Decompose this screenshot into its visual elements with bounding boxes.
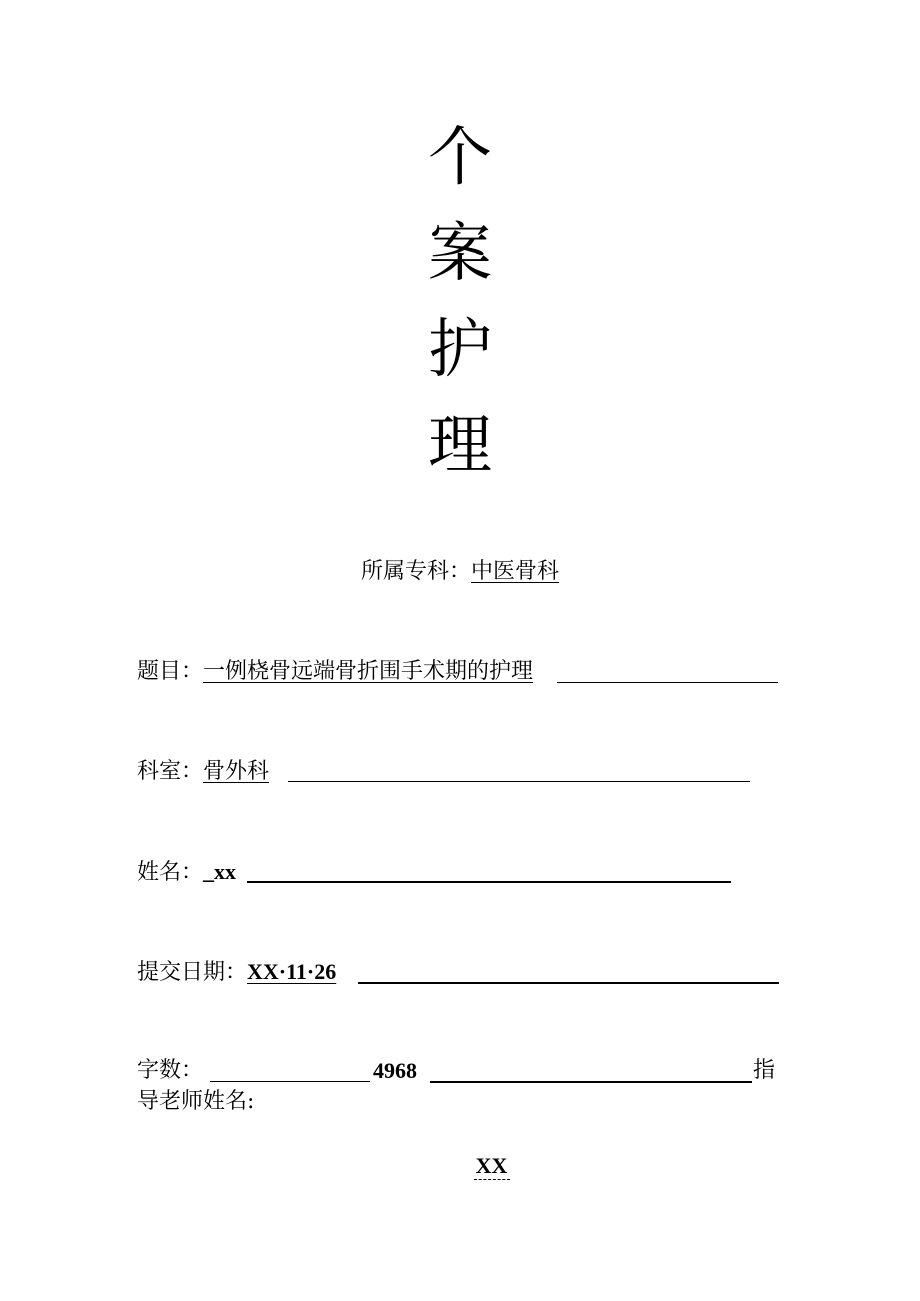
name-value: _xx xyxy=(203,859,237,884)
specialty-row xyxy=(0,558,920,586)
specialty-value: 中医骨科 xyxy=(471,559,560,584)
name-fill-line xyxy=(247,881,731,883)
department-fill-line xyxy=(288,781,750,782)
name-label: 姓名： xyxy=(137,860,204,885)
submit-date-fill-line xyxy=(358,982,779,984)
word-count-value: 4968 xyxy=(373,1058,417,1083)
word-count-pre-line xyxy=(210,1081,370,1082)
topic-label: 题目： xyxy=(137,659,204,684)
title-char-3: 护 xyxy=(428,313,492,387)
title-char-2: 案 xyxy=(428,217,492,291)
advisor-label-part1: 指 xyxy=(753,1058,776,1083)
advisor-label-part2: 导老师姓名: xyxy=(137,1089,255,1114)
word-count-label: 字数： xyxy=(137,1058,204,1083)
title-char-4: 理 xyxy=(428,409,492,483)
title-char-1: 个 xyxy=(428,121,492,195)
word-count-fill-line xyxy=(430,1081,752,1083)
topic-value: 一例桡骨远端骨折围手术期的护理 xyxy=(203,659,534,684)
department-value: 骨外科 xyxy=(203,759,270,784)
advisor-value-underline xyxy=(474,1179,510,1180)
advisor-value: XX xyxy=(475,1153,508,1178)
topic-row xyxy=(137,658,533,686)
topic-fill-line xyxy=(557,682,778,683)
submit-date-row xyxy=(137,958,336,987)
department-label: 科室： xyxy=(137,759,204,784)
specialty-label: 所属专科： xyxy=(360,559,471,584)
submit-date-label: 提交日期： xyxy=(137,960,248,985)
name-row xyxy=(137,858,236,887)
submit-date-value: XX·11·26 xyxy=(247,959,337,984)
department-row xyxy=(137,758,269,786)
